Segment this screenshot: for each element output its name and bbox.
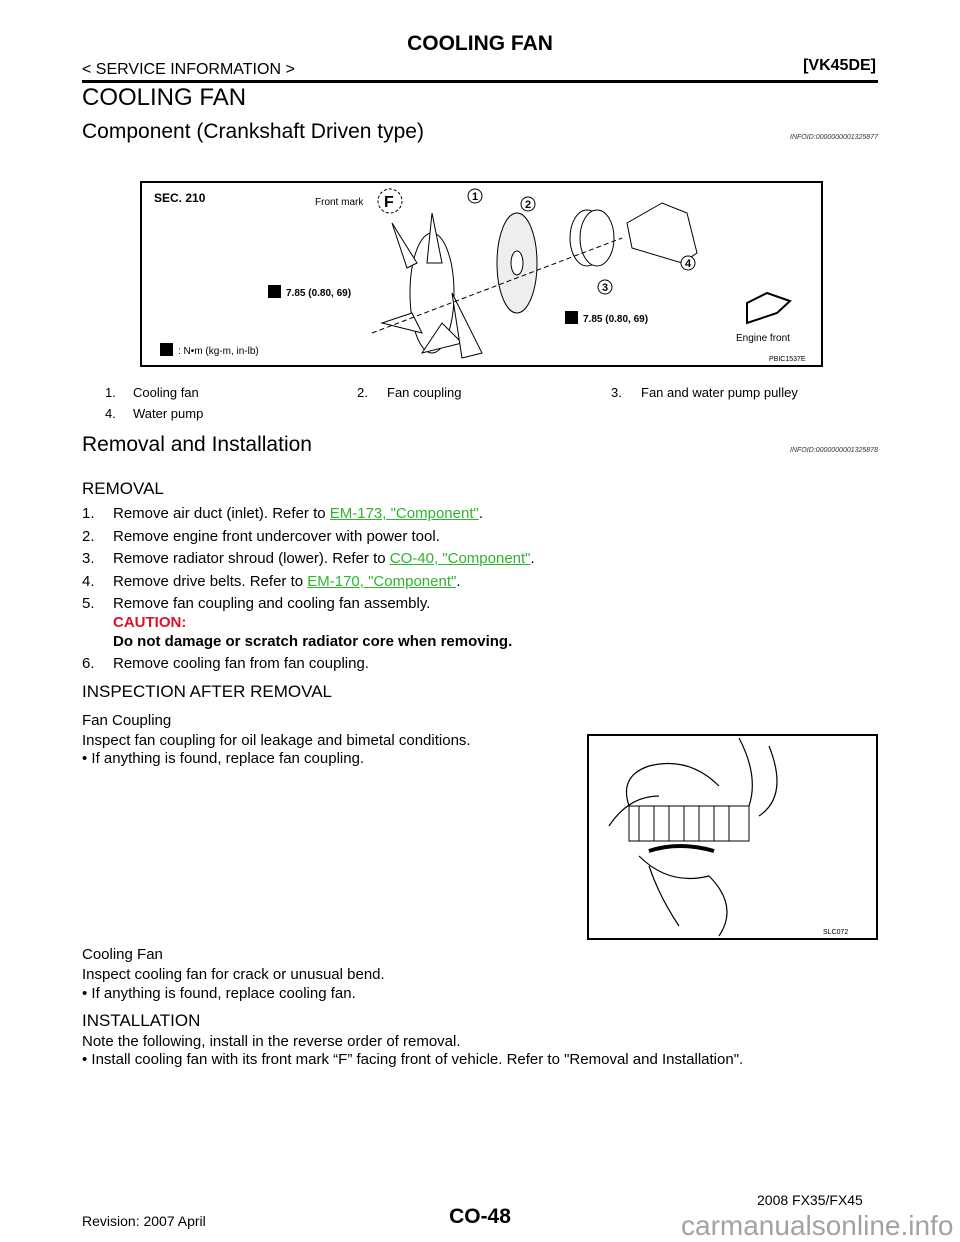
torque-2: 7.85 (0.80, 69) — [583, 314, 649, 325]
link-em-173[interactable]: EM-173, "Component" — [329, 505, 479, 522]
header-section: < SERVICE INFORMATION > — [82, 61, 295, 78]
legend-item-4: 4. Water pump — [105, 406, 204, 421]
removal-heading: Removal and Installation — [82, 433, 312, 456]
callout-2: 2 — [525, 199, 532, 211]
header-title: COOLING FAN — [407, 32, 553, 55]
step-1: 1. Remove air duct (inlet). Refer to EM-173, "Component". — [82, 505, 483, 522]
caution-text: Do not damage or scratch radiator core when removing. — [113, 633, 513, 650]
header-rule — [82, 80, 878, 83]
cooling-fan-text: Inspect cooling fan for crack or unusual bend. — [82, 966, 385, 983]
rotate-arrow-icon — [649, 846, 714, 851]
figure-id: SLC072 — [823, 929, 849, 936]
step-5: 5. Remove fan coupling and cooling fan assembly. — [82, 595, 431, 612]
figure-id: PBIC1537E — [769, 356, 806, 363]
legend-item-1: 1. Cooling fan — [105, 385, 199, 400]
caution-label: CAUTION: — [113, 614, 187, 631]
installation-heading: INSTALLATION — [82, 1011, 201, 1030]
front-mark-label: Front mark — [315, 197, 364, 208]
cooling-fan-drawing — [382, 213, 482, 358]
callout-3: 3 — [602, 282, 609, 294]
removal-infoid: INFOID:0000000001325878 — [790, 447, 878, 454]
step-3: 3. Remove radiator shroud (lower). Refer to CO-40, "Component". — [82, 550, 535, 567]
step-6: 6. Remove cooling fan from fan coupling. — [82, 655, 369, 672]
pulley-drawing — [570, 210, 614, 266]
engine-front-arrow-icon — [747, 293, 790, 323]
torque-icon — [565, 311, 578, 324]
fan-coupling-drawing — [629, 806, 749, 841]
removal-subheading: REMOVAL — [82, 479, 164, 498]
footer-page: CO-48 — [449, 1205, 511, 1228]
step-2: 2. Remove engine front undercover with power tool. — [82, 528, 440, 545]
step-4: 4. Remove drive belts. Refer to EM-170, "Component". — [82, 573, 461, 590]
fan-coupling-text: Inspect fan coupling for oil leakage and bimetal conditions. — [82, 732, 471, 749]
torque-unit: : N•m (kg-m, in-lb) — [178, 346, 259, 357]
fan-coupling-drawing — [497, 213, 537, 313]
torque-1: 7.85 (0.80, 69) — [286, 288, 352, 299]
front-mark-letter: F — [384, 194, 394, 211]
torque-icon — [268, 285, 281, 298]
torque-icon — [160, 343, 173, 356]
figure-sec: SEC. 210 — [154, 191, 206, 205]
fan-coupling-title: Fan Coupling — [82, 712, 172, 729]
component-heading: Component (Crankshaft Driven type) — [82, 120, 424, 143]
watermark: carmanualsonline.info — [681, 1210, 954, 1241]
cooling-fan-bullet: • If anything is found, replace cooling fan. — [82, 985, 356, 1002]
component-infoid: INFOID:0000000001325877 — [790, 134, 878, 141]
component-figure — [140, 181, 823, 367]
cooling-fan-title: Cooling Fan — [82, 946, 163, 963]
link-co-40[interactable]: CO-40, "Component" — [389, 550, 531, 567]
link-em-170[interactable]: EM-170, "Component" — [307, 573, 457, 590]
installation-bullet: • Install cooling fan with its front mark “F” facing front of vehicle. Refer to "Removal and Installation". — [82, 1051, 744, 1068]
footer-revision: Revision: 2007 April — [82, 1213, 206, 1229]
legend-item-2: 2. Fan coupling — [357, 385, 462, 400]
fan-coupling-figure — [587, 734, 878, 940]
header-engine: [VK45DE] — [803, 57, 876, 74]
footer-model: 2008 FX35/FX45 — [757, 1192, 863, 1208]
callout-1: 1 — [472, 191, 479, 203]
legend-item-3: 3. Fan and water pump pulley — [611, 385, 798, 400]
fan-coupling-bullet: • If anything is found, replace fan coupling. — [82, 750, 365, 767]
engine-front-label: Engine front — [736, 333, 790, 344]
installation-text: Note the following, install in the reverse order of removal. — [82, 1033, 461, 1050]
callout-4: 4 — [685, 258, 692, 270]
water-pump-drawing — [627, 203, 697, 263]
page-title: COOLING FAN — [82, 84, 247, 111]
inspection-heading: INSPECTION AFTER REMOVAL — [82, 682, 333, 701]
